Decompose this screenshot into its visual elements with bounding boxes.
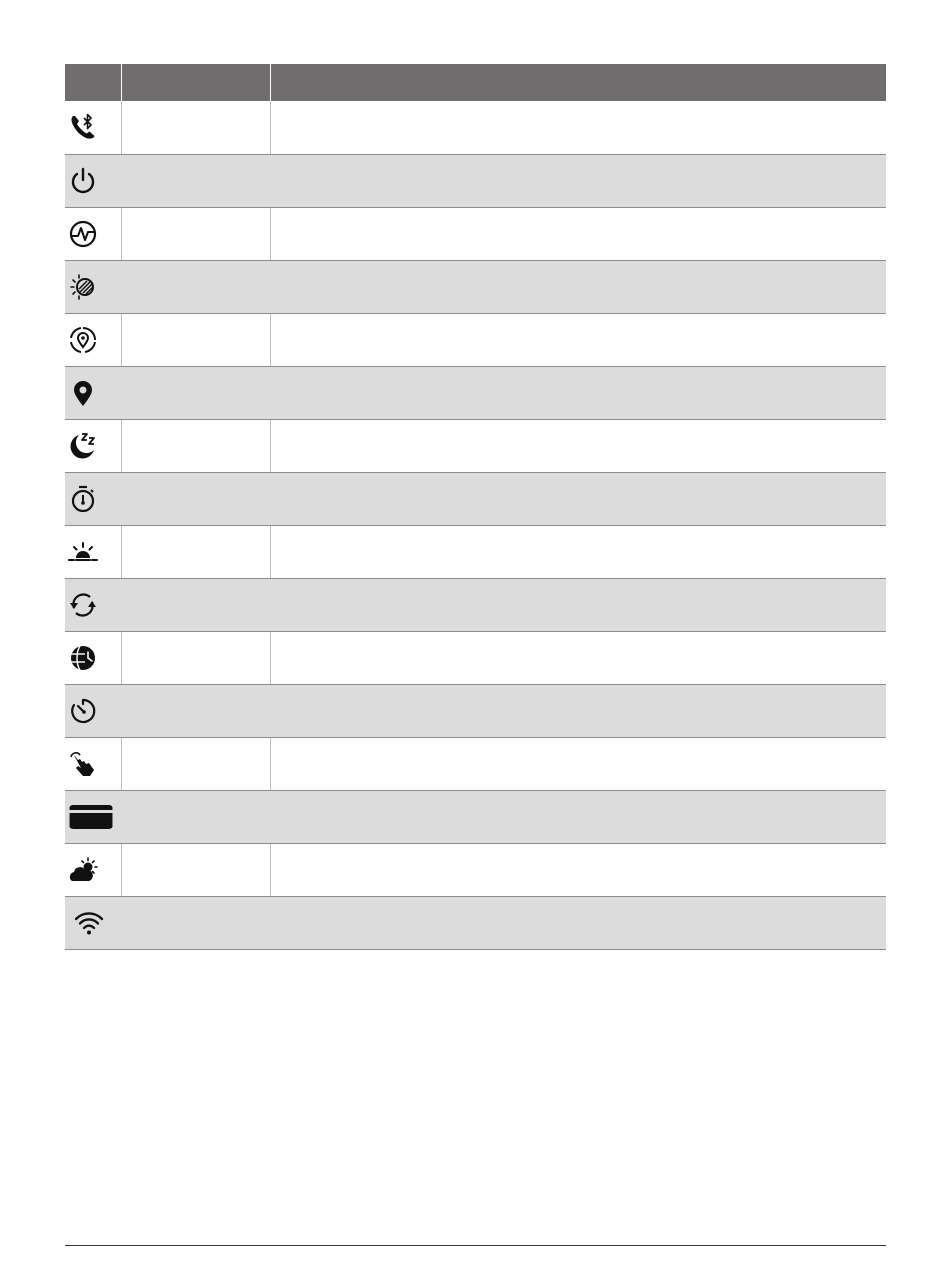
row-description — [270, 260, 886, 313]
table-row — [65, 207, 886, 260]
row-name — [121, 101, 270, 154]
row-name — [121, 154, 270, 207]
table-header — [65, 64, 886, 101]
row-name — [121, 366, 270, 419]
table-row — [65, 684, 886, 737]
icon-cell — [65, 313, 121, 366]
phone-bluetooth-icon — [68, 112, 98, 142]
row-name — [121, 419, 270, 472]
icon-table — [65, 64, 886, 950]
row-name — [121, 843, 270, 896]
table-row — [65, 525, 886, 578]
row-description — [270, 101, 886, 154]
row-description — [270, 207, 886, 260]
icon-cell — [65, 101, 121, 154]
header-icon — [65, 64, 121, 101]
table-row — [65, 843, 886, 896]
row-description — [270, 631, 886, 684]
row-description — [270, 684, 886, 737]
table-row — [65, 790, 886, 843]
heart-rate-icon — [68, 219, 98, 249]
location-target-icon — [68, 325, 98, 355]
row-name — [121, 472, 270, 525]
sunrise-icon — [68, 537, 98, 567]
table-row — [65, 896, 886, 949]
row-description — [270, 154, 886, 207]
row-name — [121, 790, 270, 843]
table-row — [65, 472, 886, 525]
row-description — [270, 896, 886, 949]
table-row — [65, 154, 886, 207]
table-row — [65, 419, 886, 472]
table-body — [65, 101, 886, 949]
header-name — [121, 64, 270, 101]
row-name — [121, 631, 270, 684]
row-name — [121, 896, 270, 949]
row-description — [270, 472, 886, 525]
icon-cell — [65, 472, 121, 525]
wallet-card-icon — [68, 802, 114, 832]
row-name — [121, 578, 270, 631]
icon-cell — [65, 525, 121, 578]
table-row — [65, 101, 886, 154]
row-description — [270, 843, 886, 896]
weather-icon — [68, 855, 98, 885]
icon-cell — [65, 790, 121, 843]
table-row — [65, 260, 886, 313]
row-description — [270, 419, 886, 472]
icon-cell — [65, 896, 121, 949]
power-icon — [68, 166, 98, 196]
row-name — [121, 525, 270, 578]
table-row — [65, 578, 886, 631]
row-description — [270, 790, 886, 843]
touch-hand-icon — [68, 749, 98, 779]
header-row — [65, 64, 886, 101]
icon-cell — [65, 366, 121, 419]
timer-icon — [68, 696, 98, 726]
icon-cell — [65, 260, 121, 313]
icon-cell — [65, 578, 121, 631]
row-name — [121, 207, 270, 260]
table-row — [65, 366, 886, 419]
table-row — [65, 313, 886, 366]
row-description — [270, 737, 886, 790]
icon-cell — [65, 419, 121, 472]
sleep-moon-icon — [68, 431, 98, 461]
row-name — [121, 737, 270, 790]
row-name — [121, 313, 270, 366]
icon-cell — [65, 843, 121, 896]
sun-haze-icon — [68, 272, 98, 302]
row-description — [270, 525, 886, 578]
wifi-icon — [68, 908, 110, 938]
table-row — [65, 631, 886, 684]
row-name — [121, 684, 270, 737]
location-pin-icon — [68, 378, 98, 408]
header-description — [270, 64, 886, 101]
row-description — [270, 366, 886, 419]
icon-cell — [65, 154, 121, 207]
footer-divider — [65, 1245, 886, 1246]
table-row — [65, 737, 886, 790]
row-name — [121, 260, 270, 313]
icon-cell — [65, 684, 121, 737]
icon-cell — [65, 737, 121, 790]
sync-icon — [68, 590, 98, 620]
stopwatch-icon — [68, 484, 98, 514]
world-clock-icon — [68, 643, 98, 673]
row-description — [270, 578, 886, 631]
row-description — [270, 313, 886, 366]
icon-cell — [65, 631, 121, 684]
icon-cell — [65, 207, 121, 260]
